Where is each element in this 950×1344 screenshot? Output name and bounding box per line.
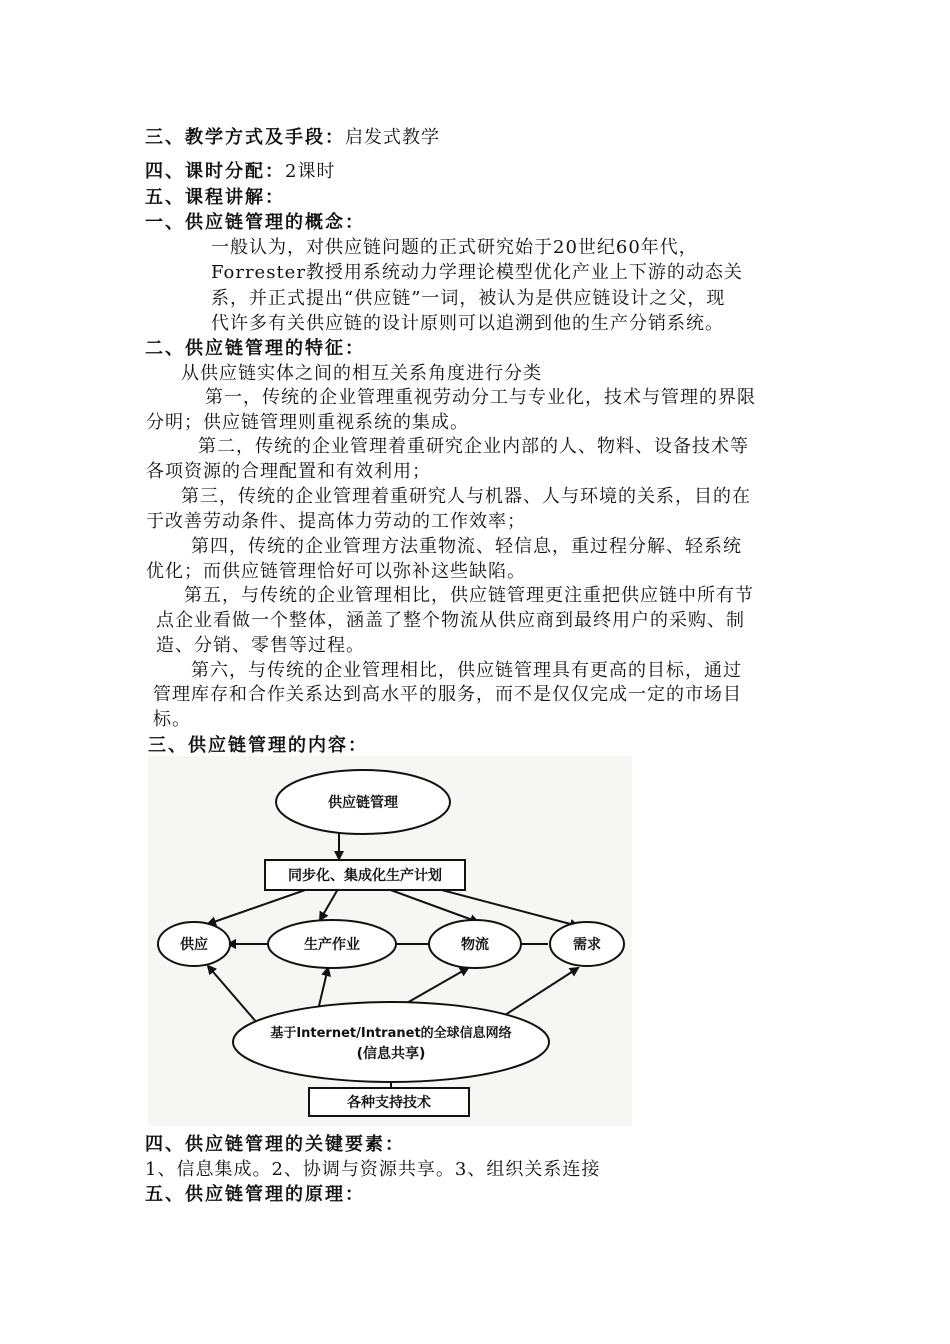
arrow-plan-to-production (320, 889, 338, 920)
features-line-6: 于改善劳动条件、提高体力劳动的工作效率； (146, 511, 526, 532)
features-line-2: 分明；供应链管理则重视系统的集成。 (146, 412, 469, 433)
section-heading: 三、教学方式及手段： (145, 127, 345, 148)
content-heading: 三、供应链管理的内容： (148, 735, 368, 756)
arrow-network-to-production (318, 968, 328, 1010)
principles-heading: 五、供应链管理的原理： (145, 1184, 365, 1205)
concept-line-4: 代许多有关供应链的设计原则可以追溯到他的生产分销系统。 (211, 313, 724, 334)
section-heading: 四、课时分配： (145, 161, 285, 182)
features-line-1: 第一，传统的企业管理重视劳动分工与专业化，技术与管理的界限 (205, 387, 756, 408)
arrow-network-to-supply (208, 966, 258, 1024)
key-elements-heading: 四、供应链管理的关键要素： (145, 1134, 405, 1155)
features-heading: 二、供应链管理的特征： (145, 338, 365, 359)
features-line-7: 第四，传统的企业管理方法重物流、轻信息，重过程分解、轻系统 (191, 536, 742, 557)
label-scm: 供应链管理 (328, 795, 398, 811)
key-elements-line: 1、信息集成。2、协调与资源共享。3、组织关系连接 (145, 1159, 601, 1180)
concept-line-3: 系，并正式提出“供应链”一词，被认为是供应链设计之父，现 (211, 288, 726, 309)
supply-chain-diagram (148, 756, 632, 1126)
label-supply: 供应 (180, 937, 208, 953)
label-production: 生产作业 (304, 937, 360, 953)
section-value: 2课时 (285, 161, 336, 182)
features-line-4: 各项资源的合理配置和有效利用； (146, 461, 431, 482)
section-lecture-heading: 五、课程讲解： (145, 187, 285, 208)
features-line-11: 造、分销、零售等过程。 (156, 635, 365, 656)
concept-line-1: 一般认为，对供应链问题的正式研究始于20世纪60年代， (211, 237, 698, 258)
section-class-hours (145, 161, 335, 183)
label-plan: 同步化、集成化生产计划 (288, 868, 442, 884)
features-line-10: 点企业看做一个整体，涵盖了整个物流从供应商到最终用户的采购、制 (156, 610, 745, 631)
features-line-13: 管理库存和合作关系达到高水平的服务，而不是仅仅完成一定的市场目 (153, 684, 742, 705)
label-network-1: 基于Internet/Intranet的全球信息网络 (270, 1026, 512, 1041)
arrow-plan-to-logistics (388, 889, 478, 922)
label-demand: 需求 (573, 937, 601, 953)
features-line-12: 第六，与传统的企业管理相比，供应链管理具有更高的目标，通过 (191, 660, 742, 681)
features-line-5: 第三，传统的企业管理着重研究人与机器、人与环境的关系，目的在 (181, 486, 751, 507)
arrow-plan-to-supply (208, 889, 308, 924)
label-network-2: (信息共享) (356, 1046, 426, 1062)
section-value: 启发式教学 (345, 127, 440, 148)
node-network-ellipse (233, 1002, 549, 1082)
features-line-14: 标。 (153, 709, 191, 730)
label-logistics: 物流 (461, 937, 489, 953)
features-line-3: 第二，传统的企业管理着重研究企业内部的人、物料、设备技术等 (198, 436, 749, 457)
concept-heading: 一、供应链管理的概念： (145, 212, 365, 233)
features-intro: 从供应链实体之间的相互关系角度进行分类 (181, 363, 542, 384)
diagram-svg (148, 756, 632, 1126)
features-line-9: 第五，与传统的企业管理相比，供应链管理更注重把供应链中所有节 (184, 585, 754, 606)
label-support: 各种支持技术 (347, 1095, 431, 1111)
features-line-8: 优化；而供应链管理恰好可以弥补这些缺陷。 (146, 561, 526, 582)
section-teaching-method (145, 127, 440, 149)
concept-line-2: Forrester教授用系统动力学理论模型优化产业上下游的动态关 (211, 262, 743, 283)
